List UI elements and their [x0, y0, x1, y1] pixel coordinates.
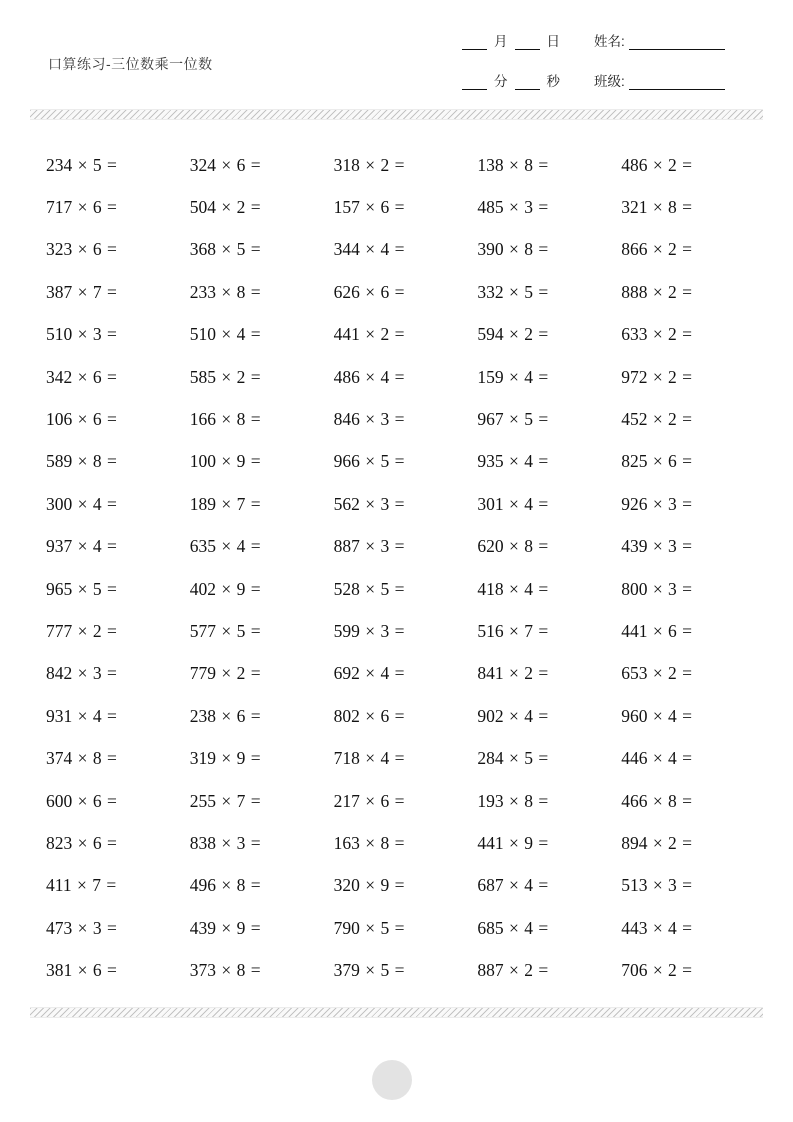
problem-cell: 635 × 4 = [189, 536, 261, 557]
problem-cell: 585 × 2 = [189, 366, 261, 387]
problem-cell: 866 × 2 = [621, 239, 693, 260]
page-title: 口算练习-三位数乘一位数 [48, 56, 213, 72]
problem-cell: 238 × 6 = [189, 705, 261, 726]
problem-cell: 379 × 5 = [333, 960, 405, 981]
problem-cell: 138 × 8 = [477, 154, 549, 175]
problem-cell: 166 × 8 = [189, 409, 261, 430]
problem-cell: 838 × 3 = [189, 833, 261, 854]
problem-cell: 966 × 5 = [333, 451, 405, 472]
problem-cell: 887 × 2 = [477, 960, 549, 981]
problem-cell: 706 × 2 = [621, 960, 693, 981]
problem-cell: 387 × 7 = [46, 281, 117, 302]
problem-cell: 965 × 5 = [46, 578, 117, 599]
problem-cell: 777 × 2 = [46, 621, 117, 642]
problem-cell: 411 × 7 = [46, 875, 117, 896]
problem-cell: 935 × 4 = [477, 451, 549, 472]
problem-cell: 100 × 9 = [189, 451, 261, 472]
problem-cell: 894 × 2 = [621, 833, 693, 854]
class-label: 班级: [594, 74, 625, 89]
problem-cell: 960 × 4 = [621, 705, 693, 726]
minute-label: 分 [494, 74, 508, 89]
problem-cell: 599 × 3 = [333, 621, 405, 642]
problem-cell: 439 × 9 = [189, 917, 261, 938]
problem-cell: 318 × 2 = [333, 154, 405, 175]
problem-cell: 692 × 4 = [333, 663, 405, 684]
problem-cell: 790 × 5 = [333, 917, 405, 938]
problem-cell: 633 × 2 = [621, 324, 693, 345]
problem-cell: 718 × 4 = [333, 748, 405, 769]
problem-cell: 402 × 9 = [189, 578, 261, 599]
problems-grid [46, 144, 765, 992]
problem-cell: 589 × 8 = [46, 451, 117, 472]
problem-cell: 446 × 4 = [621, 748, 693, 769]
problem-cell: 717 × 6 = [46, 197, 117, 218]
problem-cell: 510 × 3 = [46, 324, 117, 345]
problem-cell: 513 × 3 = [621, 875, 693, 896]
problem-cell: 823 × 6 = [46, 833, 117, 854]
problem-cell: 441 × 9 = [477, 833, 549, 854]
day-blank-line [515, 35, 540, 50]
day-label: 日 [546, 34, 560, 49]
name-label: 姓名: [594, 34, 625, 49]
name-blank-line [629, 35, 725, 50]
problem-cell: 324 × 6 = [189, 154, 261, 175]
problem-cell: 562 × 3 = [333, 493, 405, 514]
class-blank-line [629, 75, 725, 90]
problem-cell: 685 × 4 = [477, 917, 549, 938]
problem-cell: 842 × 3 = [46, 663, 117, 684]
problem-cell: 600 × 6 = [46, 790, 117, 811]
problem-cell: 255 × 7 = [189, 790, 261, 811]
problem-cell: 473 × 3 = [46, 917, 117, 938]
problem-cell: 368 × 5 = [189, 239, 261, 260]
problem-cell: 528 × 5 = [333, 578, 405, 599]
problem-cell: 284 × 5 = [477, 748, 549, 769]
problem-cell: 887 × 3 = [333, 536, 405, 557]
problem-cell: 825 × 6 = [621, 451, 693, 472]
problem-cell: 687 × 4 = [477, 875, 549, 896]
problem-cell: 486 × 4 = [333, 366, 405, 387]
problem-cell: 106 × 6 = [46, 409, 117, 430]
problem-cell: 234 × 5 = [46, 154, 117, 175]
page-indicator-circle [372, 1060, 412, 1100]
problem-cell: 504 × 2 = [189, 197, 261, 218]
problem-cell: 163 × 8 = [333, 833, 405, 854]
problem-cell: 159 × 4 = [477, 366, 549, 387]
problem-cell: 332 × 5 = [477, 281, 549, 302]
problem-cell: 193 × 8 = [477, 790, 549, 811]
problem-cell: 323 × 6 = [46, 239, 117, 260]
date-row [462, 30, 762, 50]
problem-cell: 452 × 2 = [621, 409, 693, 430]
problem-cell: 441 × 2 = [333, 324, 405, 345]
problem-cell: 972 × 2 = [621, 366, 693, 387]
problem-cell: 510 × 4 = [189, 324, 261, 345]
problem-cell: 390 × 8 = [477, 239, 549, 260]
second-label: 秒 [546, 74, 560, 89]
problem-cell: 802 × 6 = [333, 705, 405, 726]
problem-cell: 443 × 4 = [621, 917, 693, 938]
problem-cell: 320 × 9 = [333, 875, 405, 896]
problem-cell: 342 × 6 = [46, 366, 117, 387]
problem-cell: 841 × 2 = [477, 663, 549, 684]
problem-cell: 846 × 3 = [333, 409, 405, 430]
month-blank-line [462, 35, 487, 50]
hatched-divider-top [30, 109, 763, 120]
problem-cell: 319 × 9 = [189, 748, 261, 769]
problem-cell: 653 × 2 = [621, 663, 693, 684]
second-blank-line [515, 75, 540, 90]
problem-cell: 466 × 8 = [621, 790, 693, 811]
problem-cell: 577 × 5 = [189, 621, 261, 642]
problem-cell: 373 × 8 = [189, 960, 261, 981]
problem-cell: 381 × 6 = [46, 960, 117, 981]
problem-cell: 620 × 8 = [477, 536, 549, 557]
problem-cell: 931 × 4 = [46, 705, 117, 726]
header-fill-in-area [462, 30, 762, 110]
hatched-divider-bottom [30, 1007, 763, 1018]
problem-cell: 441 × 6 = [621, 621, 693, 642]
time-row [462, 70, 762, 90]
problem-cell: 888 × 2 = [621, 281, 693, 302]
problem-cell: 516 × 7 = [477, 621, 549, 642]
problem-cell: 217 × 6 = [333, 790, 405, 811]
problem-cell: 157 × 6 = [333, 197, 405, 218]
problem-cell: 439 × 3 = [621, 536, 693, 557]
problem-cell: 486 × 2 = [621, 154, 693, 175]
problem-cell: 779 × 2 = [189, 663, 261, 684]
problem-cell: 800 × 3 = [621, 578, 693, 599]
problem-cell: 418 × 4 = [477, 578, 549, 599]
problem-cell: 626 × 6 = [333, 281, 405, 302]
problem-cell: 344 × 4 = [333, 239, 405, 260]
problem-cell: 967 × 5 = [477, 409, 549, 430]
problem-cell: 374 × 8 = [46, 748, 117, 769]
problem-cell: 594 × 2 = [477, 324, 549, 345]
problem-cell: 300 × 4 = [46, 493, 117, 514]
problem-cell: 321 × 8 = [621, 197, 693, 218]
minute-blank-line [462, 75, 487, 90]
problem-cell: 902 × 4 = [477, 705, 549, 726]
problem-cell: 937 × 4 = [46, 536, 117, 557]
problem-cell: 926 × 3 = [621, 493, 693, 514]
problem-cell: 233 × 8 = [189, 281, 261, 302]
problem-cell: 189 × 7 = [189, 493, 261, 514]
month-label: 月 [494, 34, 508, 49]
problem-cell: 301 × 4 = [477, 493, 549, 514]
problem-cell: 485 × 3 = [477, 197, 549, 218]
problem-cell: 496 × 8 = [189, 875, 261, 896]
